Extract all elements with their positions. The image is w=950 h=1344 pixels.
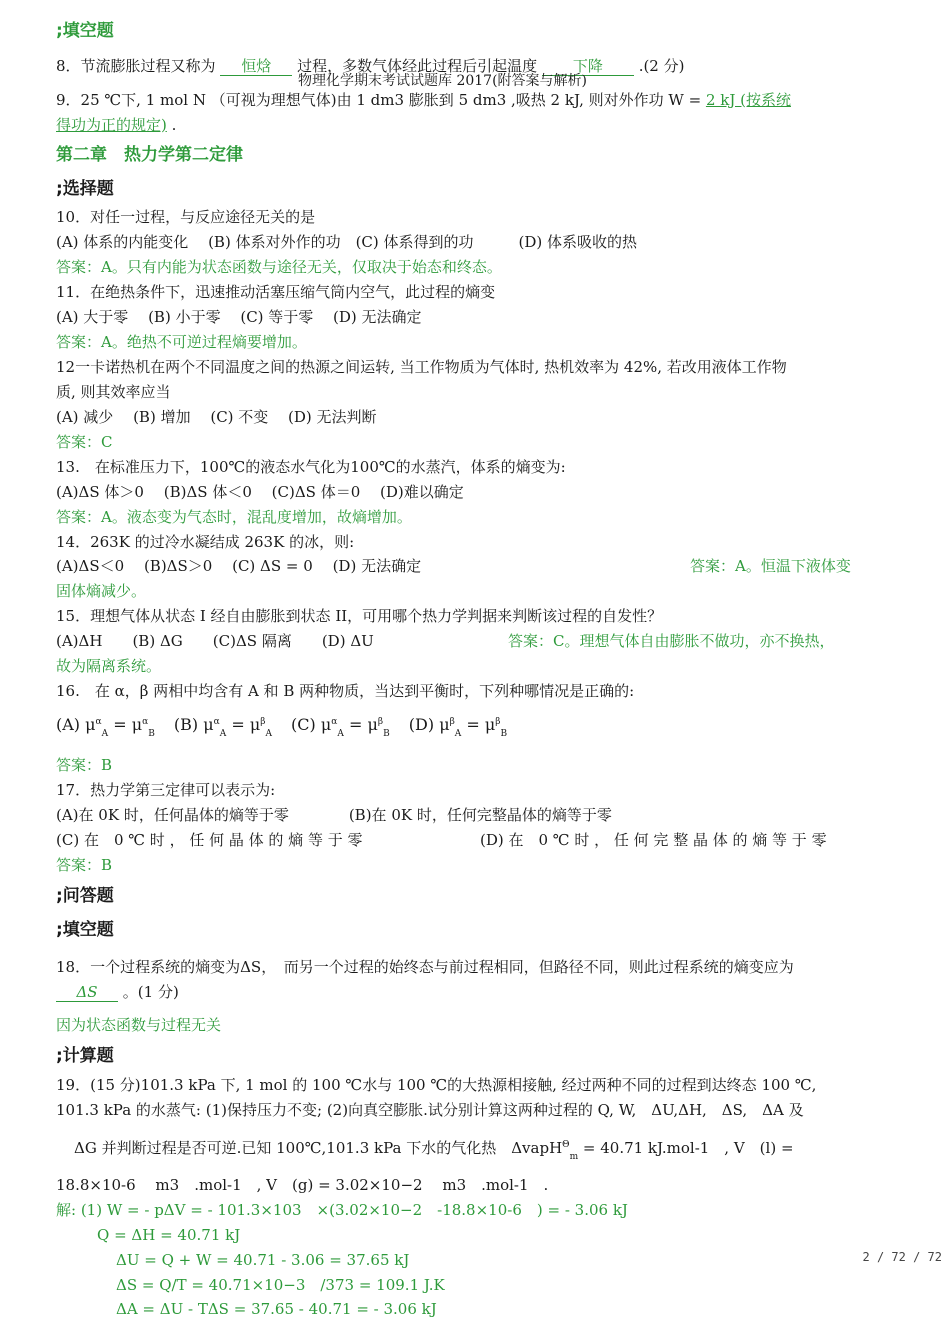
q9-answer-a: 2 kJ (按系统 (705, 91, 791, 109)
q17-stem: 17．热力学第三定律可以表示为: (56, 781, 276, 799)
section-heading-calc: ;计算题 (56, 1046, 114, 1066)
q16-option-c: (C) $\mu^\alpha_A = \mu^\beta_B$ (291, 715, 390, 739)
q8-middle: 过程，多数气体经此过程后引起温度 (297, 57, 538, 75)
question-9-cont (56, 116, 176, 134)
q19-solution-2: Q = ΔH = 40.71 kJ (97, 1226, 241, 1244)
q18-suffix: 。(1 分) (122, 983, 179, 1001)
q14-answer-a: 答案：A。恒温下液体变 (690, 557, 851, 575)
q13-options: (A)ΔS 体＞0 (B)ΔS 体＜0 (C)ΔS 体＝0 (D)难以确定 (56, 483, 464, 501)
q8-blank-2: 下降 (542, 57, 634, 76)
q18-reason: 因为状态函数与过程无关 (56, 1016, 222, 1034)
q17-option-c: (C) 在 0 ℃ 时 ， 任 何 晶 体 的 熵 等 于 零 (56, 831, 363, 849)
q11-answer: 答案：A。绝热不可逆过程熵要增加。 (56, 333, 307, 351)
q17-options-ab: (A)在 0K 时，任何晶体的熵等于零 (B)在 0K 时，任何完整晶体的熵等于零 (56, 806, 612, 824)
q19-solution-3: ΔU = Q + W = 40.71 - 3.06 = 37.65 kJ (116, 1251, 410, 1269)
q14-answer-b: 固体熵减少。 (56, 582, 147, 600)
q15-answer-b: 故为隔离系统。 (56, 657, 162, 675)
q19-line-2: 101.3 kPa 的水蒸气: (1)保持压力不变; (2)向真空膨胀.试分别计算这两种过程的 Q, W, ΔU,ΔH, ΔS, ΔA 及 (56, 1101, 804, 1119)
q9-stem: 9．25 ℃下, 1 mol N （可视为理想气体)由 1 dm3 膨胀到 5 dm3 ,吸热 2 kJ, 则对外作功 W = (56, 91, 702, 109)
chapter-title: 第二章 热力学第二定律 (56, 145, 243, 165)
q11-stem: 11．在绝热条件下，迅速推动活塞压缩气筒内空气，此过程的熵变 (56, 283, 496, 301)
q10-answer: 答案：A。只有内能为状态函数与途径无关，仅取决于始态和终态。 (56, 258, 502, 276)
q19-solution-5: ΔA = ΔU - TΔS = 37.65 - 40.71 = - 3.06 kJ (116, 1300, 437, 1318)
q13-stem: 13. 在标准压力下，100℃的液态水气化为100℃的水蒸汽，体系的熵变为: (56, 458, 566, 476)
q10-options: (A) 体系的内能变化 (B) 体系对外作的功 (C) 体系得到的功 (D) 体系吸收的热 (56, 233, 638, 251)
q14-stem: 14．263K 的过冷水凝结成 263K 的冰，则: (56, 533, 355, 551)
q16-answer: 答案：B (56, 756, 113, 774)
q12-stem-2: 质, 则其效率应当 (56, 383, 171, 401)
section-heading-qa: ;问答题 (56, 886, 114, 906)
q10-stem: 10．对任一过程，与反应途径无关的是 (56, 208, 316, 226)
q9-end: . (171, 116, 177, 134)
q15-stem: 15．理想气体从状态 I 经自由膨胀到状态 II，可用哪个热力学判据来判断该过程的自发性？ (56, 607, 663, 625)
q9-answer-b: 得功为正的规定) (56, 116, 167, 134)
q16-option-d: (D) $\mu^\beta_A = \mu^\beta_B$ (408, 715, 508, 739)
q19-solution-1: 解: (1) W = - pΔV = - 101.3×103 ×(3.02×10−2 -18.8×10-6 ) = - 3.06 kJ (56, 1201, 628, 1219)
section-heading-choice: ;选择题 (56, 179, 114, 199)
q8-suffix: .(2 分) (638, 57, 685, 75)
q18-blank: ΔS (56, 983, 118, 1002)
section-heading-fill-cut: ;填空题 (56, 21, 114, 41)
q19-line-4: 18.8×10-6 m3 .mol-1 , V (g) = 3.02×10−2 m3 .mol-1 . (56, 1176, 549, 1194)
q16-stem: 16. 在 α，β 两相中均含有 A 和 B 两种物质，当达到平衡时，下列种哪情况是正确的: (56, 682, 635, 700)
header-overlay: 物理化学期末考试试题库 2017(附答案与解析) (298, 73, 588, 89)
q16-option-a: (A) $\mu^\alpha_A = \mu^\alpha_B$ (56, 715, 155, 739)
q17-answer: 答案：B (56, 856, 113, 874)
q19-line-3: ΔG 并判断过程是否可逆.已知 100℃,101.3 kPa 下水的气化热 ΔvapH$^\Theta_m$ = 40.71 kJ.mol-1 , V (l) = (74, 1139, 794, 1162)
section-heading-fill: ;填空题 (56, 920, 114, 940)
q19-solution-4: ΔS = Q/T = 40.71×10−3 /373 = 109.1 J.K (116, 1276, 445, 1294)
q12-stem-1: 12一卡诺热机在两个不同温度之间的热源之间运转, 当工作物质为气体时, 热机效率为 42%, 若改用液体工作物 (56, 358, 787, 376)
q16-options (56, 716, 521, 737)
q13-answer: 答案：A。液态变为气态时，混乱度增加，故熵增加。 (56, 508, 412, 526)
q15-options: (A)ΔH (B) ΔG (C)ΔS 隔离 (D) ΔU (56, 632, 374, 650)
q12-options: (A) 减少 (B) 增加 (C) 不变 (D) 无法判断 (56, 408, 377, 426)
question-9 (56, 91, 791, 109)
q18-blank-line (56, 983, 179, 1002)
q14-options: (A)ΔS＜0 (B)ΔS＞0 (C) ΔS = 0 (D) 无法确定 (56, 557, 422, 575)
q16-option-b: (B) $\mu^\alpha_A = \mu^\beta_A$ (173, 715, 272, 739)
q18-stem: 18．一个过程系统的熵变为ΔS， 而另一个过程的始终态与前过程相同，但路径不同，则此过程系统的熵变应为 (56, 958, 794, 976)
q12-answer: 答案：C (56, 433, 113, 451)
q17-option-d: (D) 在 0 ℃ 时 ， 任 何 完 整 晶 体 的 熵 等 于 零 (480, 831, 827, 849)
page-counter: 2 / 72 / 72 (862, 1250, 942, 1264)
q11-options: (A) 大于零 (B) 小于零 (C) 等于零 (D) 无法确定 (56, 308, 422, 326)
q8-prefix: 8．节流膨胀过程又称为 (56, 57, 216, 75)
q8-blank-1: 恒焓 (220, 57, 292, 76)
q19-line-1: 19．(15 分)101.3 kPa 下, 1 mol 的 100 ℃水与 100 ℃的大热源相接触, 经过两种不同的过程到达终态 100 ℃, (56, 1076, 817, 1094)
q15-answer-a: 答案：C。理想气体自由膨胀不做功，亦不换热， (508, 632, 835, 650)
